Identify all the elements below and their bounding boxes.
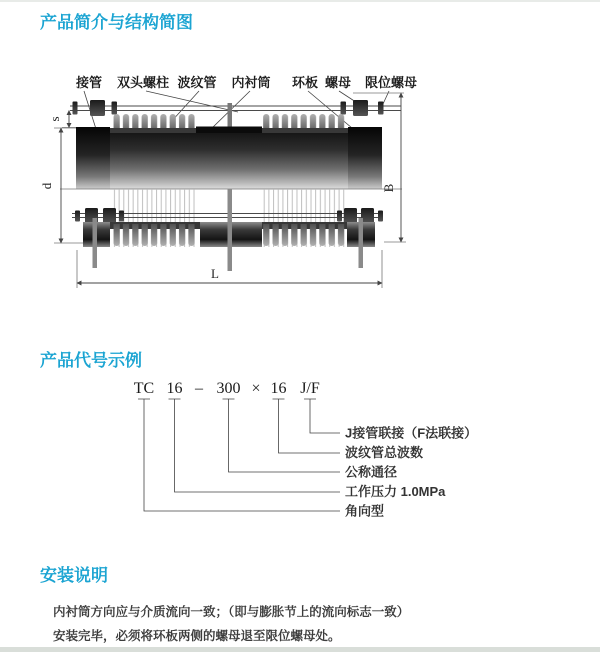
joint-lower-half — [72, 189, 383, 271]
dim-label-s: s — [47, 116, 62, 122]
code-part-pressure: 16 — [166, 380, 183, 397]
shell-upper — [108, 133, 350, 189]
nut-bottom-right-a — [344, 208, 357, 224]
dim-label-B: B — [381, 183, 396, 193]
label-limit-nut: 限位螺母 — [364, 75, 418, 90]
code-meanings — [345, 426, 477, 519]
code-part-type: TC — [133, 380, 155, 397]
meaning-type: 角向型 — [345, 503, 385, 519]
nut-top-left-outer — [73, 102, 78, 115]
label-bellows: 波纹管 — [177, 75, 217, 90]
dim-label-d: d — [39, 182, 54, 190]
installation-instructions — [53, 600, 473, 648]
label-nut: 螺母 — [324, 75, 352, 90]
pipe-end-right — [348, 127, 382, 189]
label-ring-plate: 环板 — [291, 75, 319, 90]
nut-bottom-left-outer — [75, 211, 80, 222]
product-code-breakdown — [0, 370, 600, 540]
page-edge-bottom — [0, 647, 600, 652]
meaning-connection: J接管联接（F法联接） — [345, 425, 478, 441]
dim-label-L: L — [211, 266, 219, 281]
center-stud-top — [228, 103, 233, 129]
nut-bottom-left-b — [103, 208, 116, 224]
bellows-bottom-left — [112, 224, 196, 247]
meaning-pressure: 工作压力 1.0MPa — [345, 484, 446, 499]
nut-top-right-main — [353, 100, 368, 116]
stud-lower-center — [228, 189, 233, 271]
nut-top-right-limit — [378, 102, 384, 115]
code-part-waves: 16 — [270, 380, 287, 397]
label-inner-sleeve: 内衬筒 — [231, 75, 271, 90]
nut-bottom-right-inner — [337, 211, 342, 222]
nut-bottom-left-inner — [119, 211, 124, 222]
meaning-waves: 波纹管总波数 — [345, 445, 424, 460]
stud-lower-left — [93, 218, 98, 268]
section-title-structure: 产品简介与结构简图 — [40, 13, 193, 32]
label-double-end-stud: 双头螺柱 — [116, 75, 170, 90]
joint-upper-half — [76, 103, 382, 189]
code-part-times: × — [251, 380, 261, 397]
installation-line-1: 内衬筒方向应与介质流向一致；（即与膨胀节上的流向标志一致） — [53, 605, 410, 619]
code-part-diameter: 300 — [216, 380, 241, 397]
nut-top-left-main — [90, 100, 105, 116]
code-part-connection: J/F — [300, 380, 320, 397]
nut-top-right-inner — [341, 102, 347, 115]
nut-bottom-right-outer — [378, 211, 383, 222]
code-connector-lines — [138, 399, 340, 511]
section-title-code-example: 产品代号示例 — [40, 351, 142, 370]
installation-line-2: 安装完毕，必须将环板两侧的螺母退至限位螺母处。 — [53, 629, 341, 643]
nut-top-left-inner — [112, 102, 118, 115]
tie-rod-top — [70, 93, 404, 116]
bellows-bottom-right — [262, 224, 346, 247]
meaning-diameter: 公称通径 — [345, 464, 398, 480]
section-title-installation: 安装说明 — [40, 566, 108, 585]
code-string — [134, 380, 320, 397]
label-connecting-pipe: 接管 — [75, 75, 103, 90]
code-part-dash: – — [195, 380, 203, 397]
dimension-s — [47, 111, 76, 128]
pipe-end-left — [76, 127, 110, 189]
dimension-B — [381, 93, 406, 242]
stud-lower-right — [359, 218, 364, 268]
diagram-part-labels — [75, 75, 417, 90]
